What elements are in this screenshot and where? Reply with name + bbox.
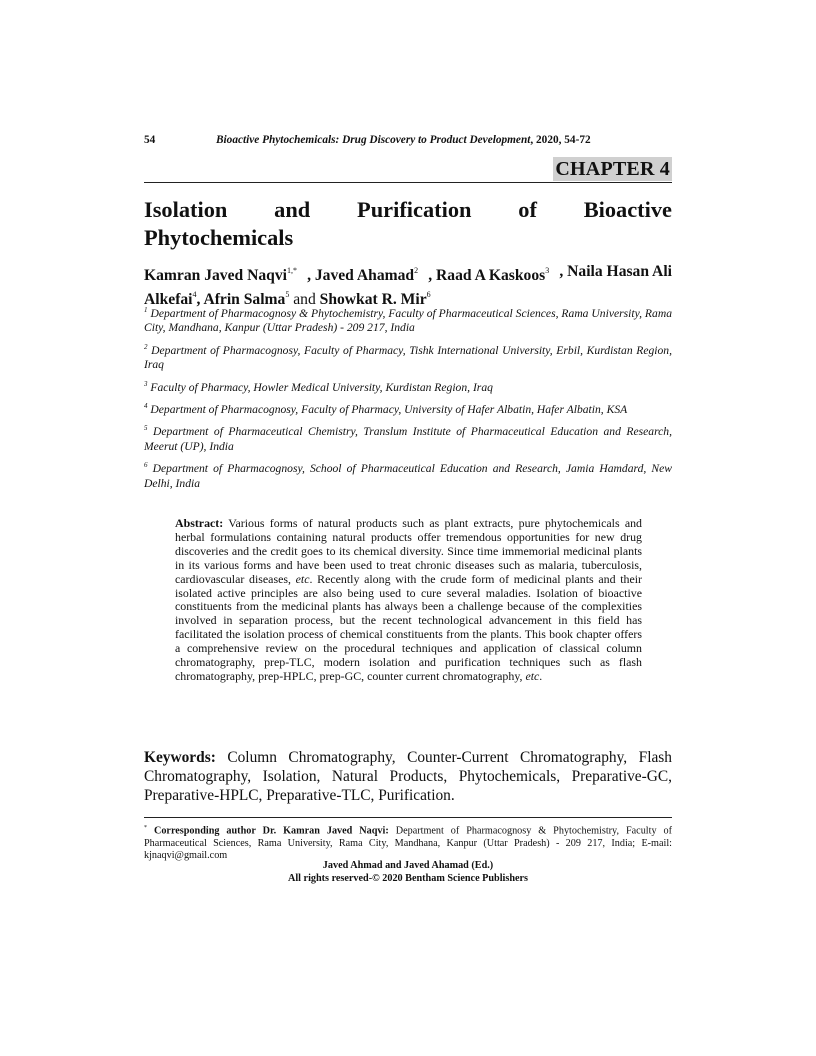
author-name: , Raad A Kaskoos$^3$ xyxy=(428,266,550,285)
chapter-rule xyxy=(144,182,672,183)
title-word: Bioactive xyxy=(583,197,672,222)
page-number: 54 xyxy=(144,134,156,146)
journal-year-pages: , 2020, 54-72 xyxy=(530,134,591,146)
title-line-1 xyxy=(144,196,672,224)
affiliation: $^1$ Department of Pharmacognosy & Phytochemistry, Faculty of Pharmaceutical Sciences, Rama University, Rama City, Mandhana, Kanpur (Uttar Pradesh) - 209 217, India xyxy=(144,306,672,335)
author-name: Kamran Javed Naqvi$^{1,*}$ xyxy=(144,266,297,285)
keywords: Keywords: Column Chromatography, Counter-Current Chromatography, Flash Chromatography, Isolation, Natural Products, Phytochemicals, Preparative-GC, Preparative-HPLC, Preparative-TLC, Purification. xyxy=(144,749,672,804)
title-word: of xyxy=(518,197,537,222)
keywords-label: Keywords: xyxy=(144,749,216,766)
affiliation: $^6$ Department of Pharmacognosy, School of Pharmaceutical Education and Research, Jamia Hamdard, New Delhi, India xyxy=(144,461,672,490)
author-line-1 xyxy=(144,262,672,286)
rights-line: All rights reserved-© 2020 Bentham Science Publishers xyxy=(287,873,529,884)
abstract: Abstract: Various forms of natural products such as plant extracts, pure phytochemicals and herbal formulations containing natural products offer tremendous opportunities for new drug discoveries and the credit goes to its chemical diversity. Since time immemorial medicinal plants in its various forms and have been used to treat chronic diseases such as malaria, tuberculosis, cardiovascular diseases, etc. Recently along with the crude form of medicinal plants and their isolated active principles are also being used to cure several maladies. Isolation of bioactive constituents from the medicinal plants has always been a challenge because of the complexities involved in separation process, but the recent technological advancement in this field has facilitated the isolation process of chemical constituents from the plants. This book chapter offers a comprehensive review on the procedural techniques and application of classical column chromatography, prep-TLC, modern isolation and purification techniques such as flash chromatography, prep-HPLC, prep-GC, counter current chromatography, etc. xyxy=(175,516,642,683)
affiliation: $^2$ Department of Pharmacognosy, Faculty of Pharmacy, Tishk International University, Erbil, Kurdistan Region, Iraq xyxy=(144,342,672,372)
title-word: Isolation xyxy=(144,197,228,222)
chapter-label: CHAPTER 4 xyxy=(555,158,670,180)
title-line-2: Phytochemicals xyxy=(144,225,294,250)
footnote-rule xyxy=(144,817,672,818)
affiliation: $^3$ Faculty of Pharmacy, Howler Medical University, Kurdistan Region, Iraq xyxy=(144,379,493,394)
journal-title: Bioactive Phytochemicals: Drug Discovery to Product Development xyxy=(216,134,531,146)
publisher-credits xyxy=(144,859,672,885)
title-word: Purification xyxy=(357,197,472,222)
author-name: , Naila Hasan Ali xyxy=(559,263,672,280)
abstract-label: Abstract: xyxy=(175,516,224,530)
affiliation-list xyxy=(144,303,672,495)
author-line-2: Alkefai$^4$, Afrin Salma$^5$ and Showkat R. Mir$^6$ xyxy=(144,290,431,309)
editors-line: Javed Ahmad and Javed Ahamad (Ed.) xyxy=(322,860,494,871)
affiliation: $^4$ Department of Pharmacognosy, Faculty of Pharmacy, University of Hafer Albatin, Hafer Albatin, KSA xyxy=(144,402,628,416)
corresponding-author-footnote: * Corresponding author Dr. Kamran Javed Naqvi: Department of Pharmacognosy & Phytochemistry, Faculty of Pharmaceutical Sciences, Rama University, Rama City, Mandhana, Kanpur (Uttar Pradesh) - 209 217, India; E-mail: kjnaqvi@gmail.com xyxy=(144,825,673,862)
running-title xyxy=(216,134,591,146)
affiliation: $^5$ Department of Pharmaceutical Chemistry, Translum Institute of Pharmaceutical Education and Research, Meerut (UP), India xyxy=(144,424,672,453)
author-name: , Javed Ahamad$^2$ xyxy=(307,266,419,285)
title-word: and xyxy=(274,197,311,222)
chapter-title xyxy=(144,196,672,252)
